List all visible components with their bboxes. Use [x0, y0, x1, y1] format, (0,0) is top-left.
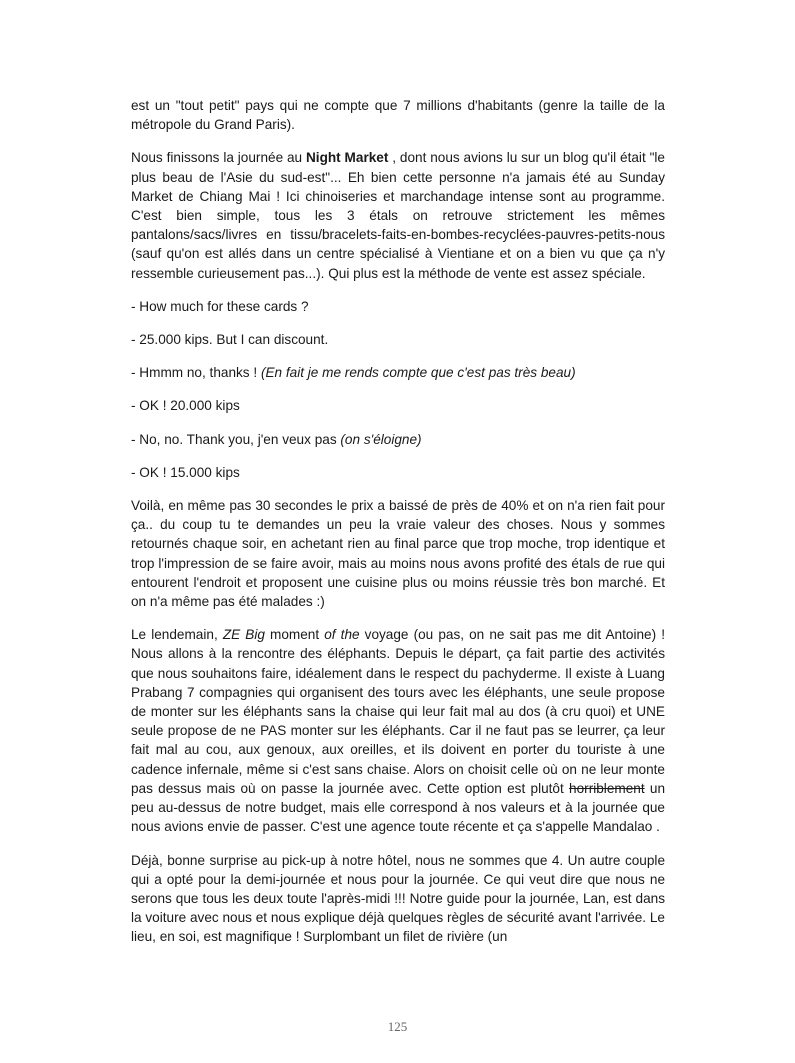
dialogue-line-1: - How much for these cards ? [131, 298, 309, 314]
dialogue-line-5: - No, no. Thank you, j'en veux pas (on s'éloigne) [131, 431, 422, 447]
dialogue-line-2: - 25.000 kips. But I can discount. [131, 332, 329, 348]
paragraph-elephants: Le lendemain, ZE Big moment of the voyage (ou pas, on ne sait pas me dit Antoine) ! Nous allons à la rencontre des éléphants. Depuis le départ, ça fait partie des activités que nous souhaitons faire, idéalement dans le respect du pachyderme. Il existe à Luang Prabang 7 compagnies qui organisent des tours avec les éléphants, une seule propose de monter sur les éléphants sans la chaise qui leur fait mal au dos (à cru quoi) et UNE seule propose de ne PAS monter sur les éléphants. Car il ne faut pas se leurrer, ça leur fait mal au cou, aux genoux, aux oreilles, et ils doivent en porter du touriste à une cadence infernale, même si c'est sans chaise. Alors on choisit celle où on ne leur monte pas dessus mais où on passe la journée avec. Cette option est plutôt horriblement un peu au-dessus de notre budget, mais elle correspond à nos valeurs et à la journée que nous avions envie de passer. C'est une agence toute récente et ça s'appelle Mandalao . [131, 627, 665, 835]
paragraph-pickup: Déjà, bonne surprise au pick-up à notre hôtel, nous ne sommes que 4. Un autre couple qui a opté pour la demi-journée et nous pour la journée. Ce qui veut dire que nous ne serons que tous les deux toute l'après-midi !!! Notre guide pour la journée, Lan, est dans la voiture avec nous et nous explique déjà quelques règles de sécurité avant l'arrivée. Le lieu, en soi, est magnifique ! Surplombant un filet de rivière (un [131, 852, 665, 945]
struck-word: horriblement [569, 780, 645, 796]
page-number: 125 [387, 1019, 408, 1034]
paragraph-price-drop: Voilà, en même pas 30 secondes le prix a baissé de près de 40% et on n'a rien fait pour ça.. du coup tu te demandes un peu la vraie valeur des choses. Nous y sommes retournés chaque soir, en achetant rien au final parce que trop moche, trop identique et trop l'impression de se faire avoir, mais au moins nous avons profité des étals de rue qui entourent l'endroit et proposent une cuisine plus ou moins réussie très bon marché. Et on n'a même pas été malades :) [131, 498, 665, 610]
paragraph-laos-population: est un "tout petit" pays qui ne compte que 7 millions d'habitants (genre la taille de la métropole du Grand Paris). [131, 98, 665, 133]
dialogue-line-6: - OK ! 15.000 kips [131, 464, 240, 480]
night-market-label: Night Market [305, 150, 389, 166]
paragraph-night-market: Nous finissons la journée au Night Market , dont nous avions lu sur un blog qu'il était "le plus beau de l'Asie du sud-est"... Eh bien cette personne n'a jamais été au Sunday Market de Chiang Mai ! Ici chinoiseries et marchandage intense sont au programme. C'est bien simple, tous les 3 étals on retrouve strictement les mêmes pantalons/sacs/livres en tissu/bracelets-faits-en-bombes-recyclées-pauvres-petits-nous (sauf qu'on est allés dans un centre spécialisé à Vientiane et on a bien vu que ça n'y ressemble curieusement pas...). Qui plus est la méthode de vente est assez spéciale. [131, 150, 665, 281]
page-body [131, 96, 665, 961]
dialogue-line-3: - Hmmm no, thanks ! (En fait je me rends compte que c'est pas très beau) [131, 365, 576, 381]
dialogue-line-4: - OK ! 20.000 kips [131, 398, 240, 414]
